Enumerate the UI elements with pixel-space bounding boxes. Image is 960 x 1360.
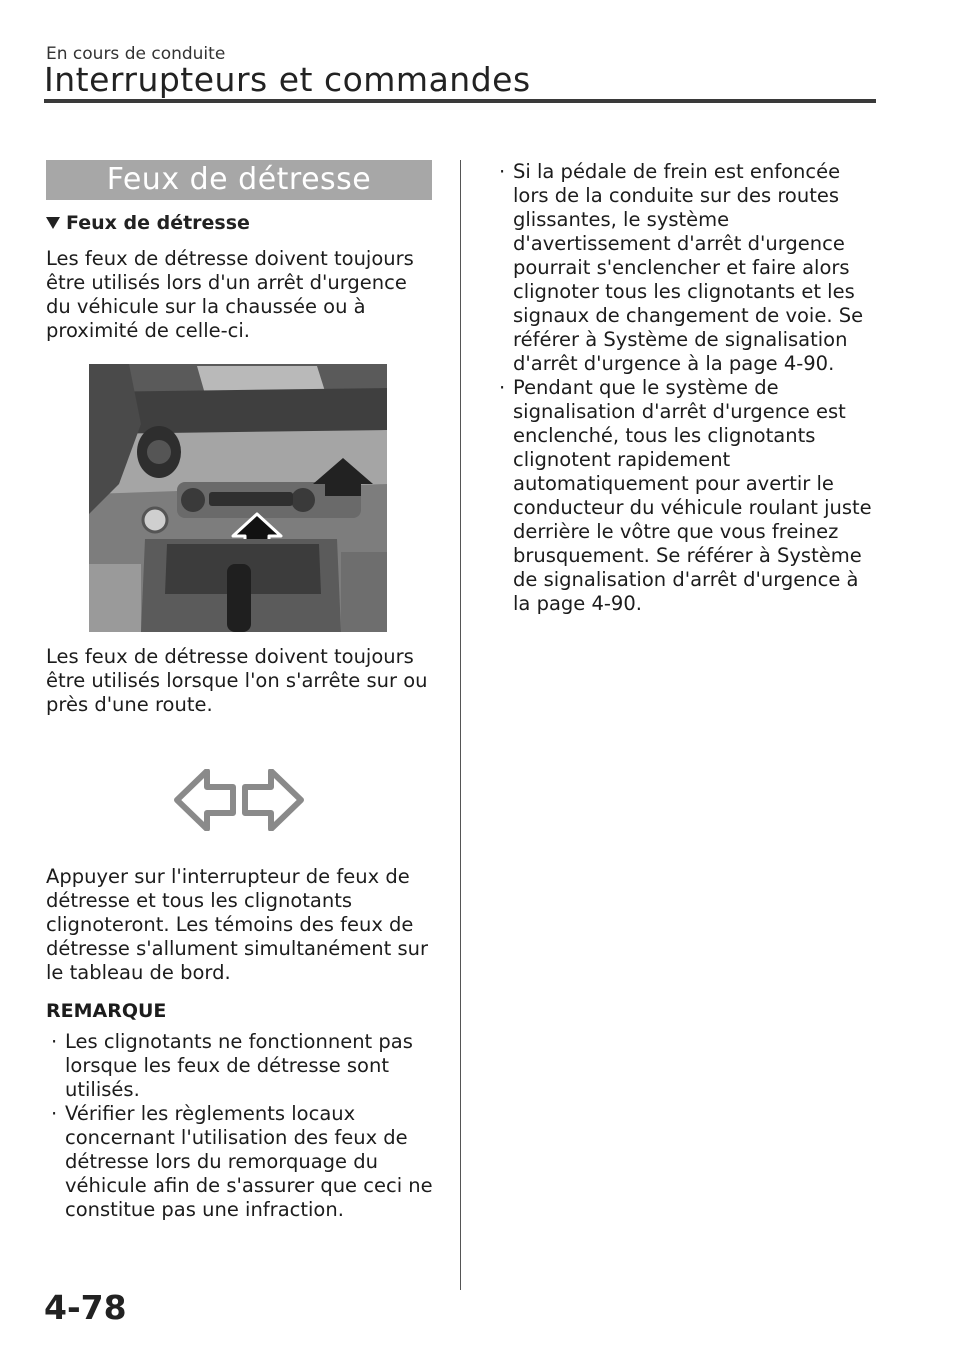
right-column [494,160,874,616]
topic-banner: Feux de détresse [46,160,432,200]
press-paragraph: Appuyer sur l'interrupteur de feux de détresse et tous les clignotants clignoteront. Les témoins des feux de détresse s'allument simultanément sur le tableau de bord. [46,865,429,984]
right-notes [494,160,874,616]
subheading [46,212,434,234]
left-notes [46,1030,434,1222]
page-number: 4-78 [44,1288,127,1327]
chapter-label: En cours de conduite [46,44,226,64]
intro-paragraph: Les feux de détresse doivent toujours être utilisés lors d'un arrêt d'urgence du véhicule sur la chaussée ou à proximité de celle-ci. [46,247,414,342]
hazard-switch-photo [89,364,387,632]
note-item: · Pendant que le système de signalisation d'arrêt d'urgence est enclenché, tous les clignotants clignotent rapidement automatiquement pour avertir le conducteur du véhicule roulant juste derrière le vôtre que vous freinez brusquement. Se référer à Système de signalisation d'arrêt d'urgence à la page 4-90. [494,376,874,616]
left-column [46,160,434,1222]
triangle-bullet-icon [46,217,60,229]
turn-signal-indicator-icon [173,769,305,831]
section-title: Interrupteurs et commandes [44,60,531,99]
note-item: · Si la pédale de frein est enfoncée lors de la conduite sur des routes glissantes, le système d'avertissement d'arrêt d'urgence pourrait s'enclencher et faire alors clignoter tous les clignotants et les signaux de changement de voie. Se référer à Système de signalisation d'arrêt d'urgence à la page 4-90. [494,160,874,376]
note-title: REMARQUE [46,1000,167,1022]
note-item: · Les clignotants ne fonctionnent pas lorsque les feux de détresse sont utilisés. [46,1030,434,1102]
subheading-text: Feux de détresse [66,212,250,234]
column-divider [460,160,461,1290]
note-item: · Vérifier les règlements locaux concernant l'utilisation des feux de détresse lors du remorquage du véhicule afin de s'assurer que ceci ne constitue pas une infraction. [46,1102,434,1222]
stop-paragraph: Les feux de détresse doivent toujours être utilisés lorsque l'on s'arrête sur ou près d'une route. [46,645,428,716]
header-rule [44,99,876,103]
